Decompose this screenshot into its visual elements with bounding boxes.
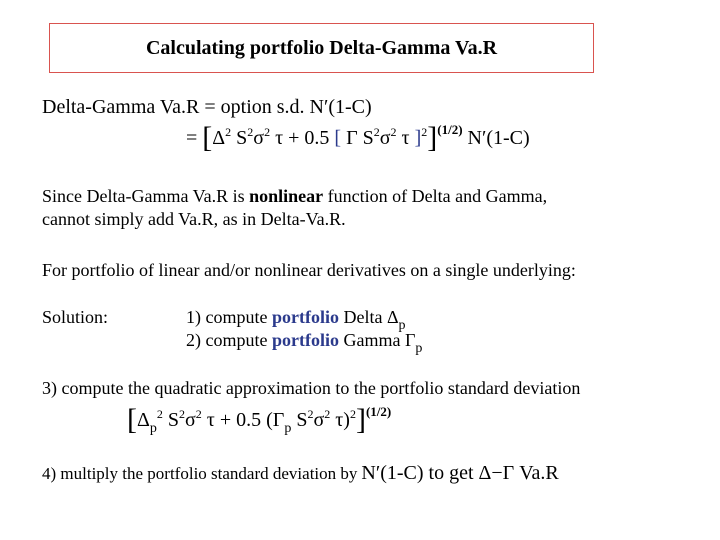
s-symbol: S [296, 409, 308, 431]
text: 4) multiply the portfolio standard deviation by [42, 464, 358, 483]
text: function of Delta and Gamma, [323, 186, 548, 206]
exponent: 2 [307, 407, 314, 421]
inner-open-bracket: [ [334, 127, 342, 149]
step-4-tail: N′(1-C) to get Δ−Γ Va.R [361, 462, 559, 484]
gamma-symbol: Γ [346, 127, 358, 149]
solution-label [42, 307, 108, 328]
delta-symbol: Δ [212, 127, 226, 149]
subscript: p [415, 341, 423, 356]
equals-sign: = [186, 127, 198, 149]
page-title: Calculating portfolio Delta-Gamma Va.R [145, 36, 498, 59]
n-prime: N′(1-C) [467, 127, 530, 149]
step-3-formula [127, 404, 391, 437]
exponent: 2 [421, 125, 428, 139]
inner-close-bracket: ] [414, 127, 422, 149]
title-box [49, 23, 594, 73]
tau-symbol: τ [275, 127, 284, 149]
paragraph-2 [42, 260, 576, 281]
subscript: p [149, 421, 157, 436]
sigma-symbol: σ [379, 127, 391, 149]
s-symbol: S [236, 127, 248, 149]
half-exponent: (1/2) [437, 122, 463, 137]
text: For portfolio of linear and/or nonlinear derivatives on a single underlying: [42, 260, 576, 280]
delta-symbol: Δ [137, 409, 150, 431]
sigma-symbol: σ [185, 409, 196, 431]
plus-half: + 0.5 [288, 127, 330, 149]
s-symbol: S [362, 127, 374, 149]
exponent: 2 [156, 407, 163, 421]
exponent: 2 [247, 125, 254, 139]
portfolio-keyword: portfolio [271, 330, 339, 350]
exponent: 2 [195, 407, 202, 421]
tau-symbol: τ [206, 409, 215, 431]
gamma-symbol: Γ [272, 409, 285, 431]
exponent: 2 [390, 125, 397, 139]
paragraph-1-line-1 [42, 186, 547, 207]
text: cannot simply add Va.R, as in Delta-Va.R. [42, 209, 346, 229]
text: Since Delta-Gamma Va.R is [42, 186, 250, 206]
solution-step-2 [186, 330, 422, 357]
s-symbol: S [167, 409, 179, 431]
exponent: 2 [373, 125, 380, 139]
exponent: 2 [324, 407, 331, 421]
formula-line-1 [42, 96, 372, 119]
half-exponent: (1/2) [365, 404, 392, 419]
open-bracket: [ [127, 403, 137, 436]
text: 1) compute [186, 307, 272, 327]
text: Gamma [338, 330, 401, 350]
plus-half: + 0.5 ( [219, 409, 273, 431]
close-bracket: ] [427, 121, 438, 154]
step-3-text [42, 378, 580, 399]
exponent: 2 [264, 125, 271, 139]
close-bracket: ] [355, 403, 366, 436]
paragraph-1-line-2 [42, 209, 346, 230]
exponent: 2 [225, 125, 232, 139]
formula-line-2 [186, 122, 530, 153]
text: 3) compute the quadratic approximation to the portfolio standard deviation [42, 378, 581, 398]
gamma-symbol: Γ [404, 330, 416, 350]
close-paren: ) [343, 409, 350, 431]
text: 2) compute [186, 330, 272, 350]
open-bracket: [ [202, 121, 213, 154]
delta-symbol: Δ [386, 307, 399, 327]
subscript: p [398, 318, 406, 333]
formula-line-1-text: Delta-Gamma Va.R = option s.d. N′(1-C) [42, 96, 372, 118]
step-4 [42, 462, 559, 485]
tau-symbol: τ [401, 127, 410, 149]
portfolio-keyword: portfolio [271, 307, 339, 327]
tau-symbol: τ [335, 409, 344, 431]
sigma-symbol: σ [313, 409, 325, 431]
sigma-symbol: σ [253, 127, 265, 149]
subscript: p [284, 421, 292, 436]
text: Delta [338, 307, 383, 327]
nonlinear-bold: nonlinear [249, 186, 324, 206]
text: Solution: [42, 307, 109, 327]
exponent: 2 [349, 407, 356, 421]
exponent: 2 [179, 407, 185, 421]
